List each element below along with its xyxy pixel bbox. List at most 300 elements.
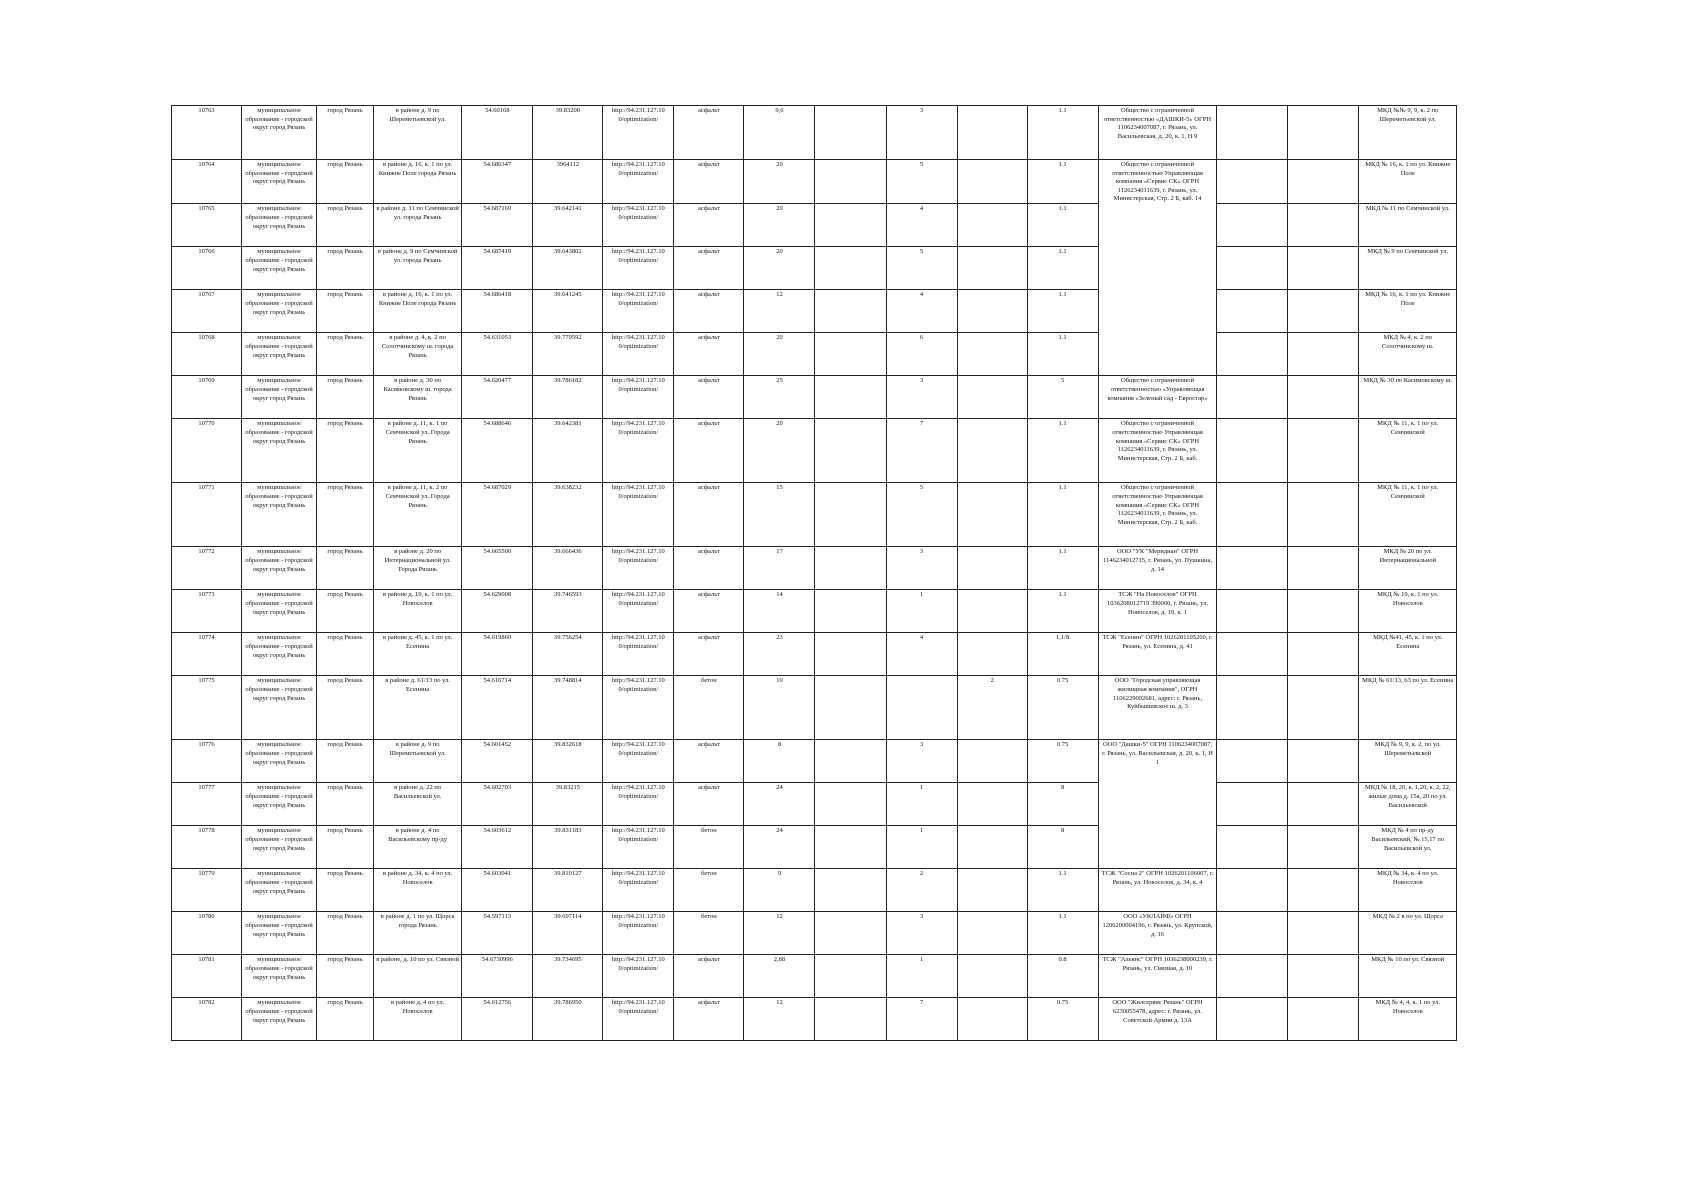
record-id-cell: 10763	[172, 106, 242, 160]
area-cell: 20	[744, 204, 815, 247]
container-count-cell: 6	[886, 333, 957, 376]
surface-cell: асфальт	[674, 290, 744, 333]
table-row	[172, 783, 1457, 826]
empty-cell	[815, 333, 886, 376]
longitude-cell: 39.832618	[533, 740, 603, 783]
waste-source-cell: МКД № 4, 4, к. 1 по ул. Новоселов	[1359, 998, 1457, 1041]
longitude-cell: 39.643802	[533, 247, 603, 290]
table-row	[172, 955, 1457, 998]
container-volume-cell: 1.1	[1027, 912, 1098, 955]
empty-cell	[815, 376, 886, 419]
latitude-cell: 54.686347	[462, 160, 533, 204]
latitude-cell: 54.688646	[462, 419, 533, 483]
table-row	[172, 483, 1457, 547]
container-count-cell: 2	[886, 869, 957, 912]
container-count-cell: 1	[886, 783, 957, 826]
empty-cell	[815, 160, 886, 204]
empty-cell	[1288, 483, 1359, 547]
municipality-cell: муниципальное образование - городской округ город Рязань	[242, 955, 317, 998]
bunker-count-cell	[957, 740, 1027, 783]
record-id-cell: 10766	[172, 247, 242, 290]
location-cell: в районе д. 34, к. 4 по ул. Новоселов	[373, 869, 461, 912]
empty-cell	[815, 826, 886, 869]
container-count-cell: 1	[886, 826, 957, 869]
container-volume-cell: 1.1	[1027, 333, 1098, 376]
container-volume-cell: 0.8	[1027, 955, 1098, 998]
owner-cell: ООО «УКЛАЙФ» ОГРН 1206200004196, г. Рязань, ул. Крупской, д. 16	[1098, 912, 1217, 955]
table-row	[172, 998, 1457, 1041]
latitude-cell: 54.620477	[462, 376, 533, 419]
map-link-cell: http://94.231.127.10 0/optimization/	[603, 376, 674, 419]
map-link-cell: http://94.231.127.10 0/optimization/	[603, 247, 674, 290]
empty-cell	[815, 633, 886, 676]
empty-cell	[815, 912, 886, 955]
table-row	[172, 826, 1457, 869]
longitude-cell: 39.746593	[533, 590, 603, 633]
location-cell: в районе д. 4 по ул. Новоселов	[373, 998, 461, 1041]
empty-cell	[1288, 955, 1359, 998]
map-link-cell: http://94.231.127.10 0/optimization/	[603, 483, 674, 547]
owner-cell: ТСЖ "Альянс" ОГРН 1036238000239, г. Рязань, ул. Связная, д. 10	[1098, 955, 1217, 998]
municipality-cell: муниципальное образование - городской округ город Рязань	[242, 483, 317, 547]
surface-cell: асфальт	[674, 106, 744, 160]
container-volume-cell: 1.1	[1027, 160, 1098, 204]
empty-cell	[1217, 912, 1288, 955]
bunker-count-cell	[957, 247, 1027, 290]
container-volume-cell: 1.1	[1027, 483, 1098, 547]
bunker-count-cell	[957, 633, 1027, 676]
latitude-cell: 54.687169	[462, 204, 533, 247]
waste-source-cell: МКД № 2 в по ул. Щорса	[1359, 912, 1457, 955]
owner-cell: Общество с ограниченной ответственностью Управляющая компания «Сервис СК» ОГРН 1126234011639, г. Рязань, ул. Министерская, Стр. 2 Б, каб.	[1098, 483, 1217, 547]
record-id-cell: 10777	[172, 783, 242, 826]
location-cell: в районе, д. 10 по ул. Связной	[373, 955, 461, 998]
bunker-count-cell	[957, 483, 1027, 547]
bunker-count-cell	[957, 912, 1027, 955]
waste-source-cell: МКД № 11, к. 1 по ул. Семчинской	[1359, 419, 1457, 483]
latitude-cell: 54.687029	[462, 483, 533, 547]
surface-cell: асфальт	[674, 740, 744, 783]
record-id-cell: 10769	[172, 376, 242, 419]
municipality-cell: муниципальное образование - городской округ город Рязань	[242, 106, 317, 160]
map-link-cell: http://94.231.127.10 0/optimization/	[603, 633, 674, 676]
empty-cell	[1288, 204, 1359, 247]
record-id-cell: 10768	[172, 333, 242, 376]
empty-cell	[1217, 633, 1288, 676]
record-id-cell: 10767	[172, 290, 242, 333]
record-id-cell: 10778	[172, 826, 242, 869]
container-count-cell: 7	[886, 998, 957, 1041]
empty-cell	[1217, 998, 1288, 1041]
longitude-cell: 39.756254	[533, 633, 603, 676]
map-link-cell: http://94.231.127.10 0/optimization/	[603, 419, 674, 483]
area-cell: 12	[744, 998, 815, 1041]
registry-sheet	[171, 105, 1457, 1041]
latitude-cell: 54.665500	[462, 547, 533, 590]
container-volume-cell: 1.1	[1027, 290, 1098, 333]
bunker-count-cell	[957, 955, 1027, 998]
area-cell: 9	[744, 869, 815, 912]
record-id-cell: 10775	[172, 676, 242, 740]
map-link-cell: http://94.231.127.10 0/optimization/	[603, 676, 674, 740]
container-volume-cell: 5	[1027, 376, 1098, 419]
owner-cell	[1098, 290, 1217, 333]
location-cell: в районе д. 9 по Шереметьевской ул.	[373, 106, 461, 160]
empty-cell	[1288, 247, 1359, 290]
waste-source-cell: МКД № 61/13, 63 по ул. Есенина	[1359, 676, 1457, 740]
settlement-cell: город Рязань	[317, 483, 374, 547]
longitude-cell: 39.786182	[533, 376, 603, 419]
empty-cell	[815, 783, 886, 826]
map-link-cell: http://94.231.127.10 0/optimization/	[603, 204, 674, 247]
empty-cell	[815, 247, 886, 290]
location-cell: в районе д. 11, к. 2 по Семчинской ул. Города Рязань	[373, 483, 461, 547]
surface-cell: бетон	[674, 676, 744, 740]
bunker-count-cell	[957, 204, 1027, 247]
location-cell: в районе д. 61/13 по ул. Есенина	[373, 676, 461, 740]
bunker-count-cell	[957, 783, 1027, 826]
empty-cell	[1217, 419, 1288, 483]
municipality-cell: муниципальное образование - городской округ город Рязань	[242, 998, 317, 1041]
owner-cell	[1098, 204, 1217, 247]
record-id-cell: 10781	[172, 955, 242, 998]
surface-cell: бетон	[674, 912, 744, 955]
empty-cell	[1217, 376, 1288, 419]
record-id-cell: 10764	[172, 160, 242, 204]
settlement-cell: город Рязань	[317, 547, 374, 590]
empty-cell	[1288, 590, 1359, 633]
map-link-cell: http://94.231.127.10 0/optimization/	[603, 912, 674, 955]
area-cell: 10	[744, 676, 815, 740]
location-cell: в районе д. 30 по Касимовскому ш. города Рязань	[373, 376, 461, 419]
waste-source-cell: МКД № 4, к. 2 по Солотчинскому ш.	[1359, 333, 1457, 376]
latitude-cell: 54.603612	[462, 826, 533, 869]
empty-cell	[815, 998, 886, 1041]
surface-cell: асфальт	[674, 419, 744, 483]
table-row	[172, 633, 1457, 676]
longitude-cell: 39.641245	[533, 290, 603, 333]
bunker-count-cell	[957, 998, 1027, 1041]
empty-cell	[815, 676, 886, 740]
container-count-cell: 4	[886, 204, 957, 247]
surface-cell: асфальт	[674, 547, 744, 590]
record-id-cell: 10765	[172, 204, 242, 247]
bunker-count-cell	[957, 106, 1027, 160]
municipality-cell: муниципальное образование - городской округ город Рязань	[242, 160, 317, 204]
container-volume-cell: 0.75	[1027, 676, 1098, 740]
settlement-cell: город Рязань	[317, 376, 374, 419]
bunker-count-cell	[957, 376, 1027, 419]
record-id-cell: 10780	[172, 912, 242, 955]
municipality-cell: муниципальное образование - городской округ город Рязань	[242, 826, 317, 869]
container-volume-cell: 8	[1027, 826, 1098, 869]
table-row	[172, 333, 1457, 376]
table-row	[172, 547, 1457, 590]
settlement-cell: город Рязань	[317, 783, 374, 826]
municipality-cell: муниципальное образование - городской округ город Рязань	[242, 333, 317, 376]
owner-cell	[1098, 783, 1217, 826]
waste-source-cell: МКД № 20 по ул. Интернациональной	[1359, 547, 1457, 590]
map-link-cell: http://94.231.127.10 0/optimization/	[603, 547, 674, 590]
settlement-cell: город Рязань	[317, 247, 374, 290]
container-count-cell: 3	[886, 547, 957, 590]
bunker-count-cell	[957, 290, 1027, 333]
municipality-cell: муниципальное образование - городской округ город Рязань	[242, 290, 317, 333]
location-cell: в районе д. 16, к. 1 по ул. Книжне Поле города Рязань	[373, 160, 461, 204]
container-volume-cell: 1,1/8	[1027, 633, 1098, 676]
latitude-cell: 54.631053	[462, 333, 533, 376]
location-cell: в районе д. 1 по ул. Щорса города Рязань	[373, 912, 461, 955]
location-cell: в районе д. 11 по Семчинской ул. города Рязань	[373, 204, 461, 247]
settlement-cell: город Рязань	[317, 160, 374, 204]
owner-cell: Общество с ограниченной ответственностью «ДАШКИ-5» ОГРН 1106234007087, г. Рязань, ул. Васильевская, д. 20, к. 1, Н 9	[1098, 106, 1217, 160]
area-cell: 17	[744, 547, 815, 590]
map-link-cell: http://94.231.127.10 0/optimization/	[603, 106, 674, 160]
empty-cell	[1288, 869, 1359, 912]
container-count-cell	[886, 676, 957, 740]
empty-cell	[1288, 783, 1359, 826]
bunker-count-cell	[957, 869, 1027, 912]
empty-cell	[1217, 955, 1288, 998]
settlement-cell: город Рязань	[317, 826, 374, 869]
surface-cell: асфальт	[674, 590, 744, 633]
owner-cell	[1098, 333, 1217, 376]
container-count-cell: 3	[886, 376, 957, 419]
surface-cell: асфальт	[674, 483, 744, 547]
latitude-cell: 54.60168	[462, 106, 533, 160]
area-cell: 8	[744, 740, 815, 783]
area-cell: 23	[744, 633, 815, 676]
empty-cell	[1217, 247, 1288, 290]
container-count-cell: 5	[886, 483, 957, 547]
empty-cell	[815, 869, 886, 912]
bunker-count-cell	[957, 160, 1027, 204]
longitude-cell: 39.638232	[533, 483, 603, 547]
longitude-cell: 3964112	[533, 160, 603, 204]
table-row	[172, 912, 1457, 955]
map-link-cell: http://94.231.127.10 0/optimization/	[603, 869, 674, 912]
table-body	[172, 106, 1457, 1041]
municipality-cell: муниципальное образование - городской округ город Рязань	[242, 590, 317, 633]
table-row	[172, 376, 1457, 419]
settlement-cell: город Рязань	[317, 998, 374, 1041]
record-id-cell: 10776	[172, 740, 242, 783]
map-link-cell: http://94.231.127.10 0/optimization/	[603, 333, 674, 376]
container-volume-cell: 1.1	[1027, 590, 1098, 633]
container-count-cell: 4	[886, 633, 957, 676]
owner-cell: ООО "Дашки-5" ОГРН 1106234007087, г. Рязань, ул. Васильевская, д. 20, к. 1, Н 1	[1098, 740, 1217, 783]
table-row	[172, 419, 1457, 483]
empty-cell	[1217, 483, 1288, 547]
longitude-cell: 39.810127	[533, 869, 603, 912]
waste-source-cell: МКД № 16, к. 1 по ул. Книжне Поле	[1359, 160, 1457, 204]
area-cell: 2,88	[744, 955, 815, 998]
empty-cell	[815, 590, 886, 633]
container-volume-cell: 1.1	[1027, 204, 1098, 247]
record-id-cell: 10770	[172, 419, 242, 483]
latitude-cell: 54.603041	[462, 869, 533, 912]
location-cell: в районе д. 45, к. 1 по ул. Есенина	[373, 633, 461, 676]
bunker-count-cell	[957, 590, 1027, 633]
owner-cell: Общество с ограниченной ответственностью Управляющая компания «Сервис СК» ОГРН 1126234011639, г. Рязань, ул. Министерская, Стр. 2 Б, каб.	[1098, 419, 1217, 483]
map-link-cell: http://94.231.127.10 0/optimization/	[603, 955, 674, 998]
location-cell: в районе д. 11, к. 1 по Семчинской ул. Города Рязань	[373, 419, 461, 483]
municipality-cell: муниципальное образование - городской округ город Рязань	[242, 547, 317, 590]
bunker-count-cell	[957, 333, 1027, 376]
location-cell: в районе д. 4 по Васильевскому пр-ду	[373, 826, 461, 869]
empty-cell	[1217, 676, 1288, 740]
surface-cell: асфальт	[674, 333, 744, 376]
municipality-cell: муниципальное образование - городской округ город Рязань	[242, 204, 317, 247]
table-row	[172, 247, 1457, 290]
longitude-cell: 39.642141	[533, 204, 603, 247]
empty-cell	[815, 483, 886, 547]
longitude-cell: 39.83215	[533, 783, 603, 826]
municipality-cell: муниципальное образование - городской округ город Рязань	[242, 869, 317, 912]
area-cell: 14	[744, 590, 815, 633]
area-cell: 9,6	[744, 106, 815, 160]
latitude-cell: 54.6730996	[462, 955, 533, 998]
longitude-cell: 39.748814	[533, 676, 603, 740]
owner-cell: ТСЖ "На Новоселов" ОГРН 1036208012719 390000, г. Рязань, ул. Новоселов, д. 19, к. 1	[1098, 590, 1217, 633]
longitude-cell: 39.779592	[533, 333, 603, 376]
location-cell: в районе д. 9 по Шереметьевской ул.	[373, 740, 461, 783]
area-cell: 24	[744, 826, 815, 869]
surface-cell: асфальт	[674, 204, 744, 247]
longitude-cell: 39.786950	[533, 998, 603, 1041]
owner-cell	[1098, 826, 1217, 869]
location-cell: в районе д. 4, к. 2 по Солотчинскому ш. города Рязань	[373, 333, 461, 376]
latitude-cell: 54.602703	[462, 783, 533, 826]
container-count-cell: 7	[886, 419, 957, 483]
owner-cell	[1098, 247, 1217, 290]
municipality-cell: муниципальное образование - городской округ город Рязань	[242, 676, 317, 740]
bunker-count-cell	[957, 826, 1027, 869]
container-count-cell: 4	[886, 290, 957, 333]
map-link-cell: http://94.231.127.10 0/optimization/	[603, 998, 674, 1041]
table-row	[172, 869, 1457, 912]
municipality-cell: муниципальное образование - городской округ город Рязань	[242, 912, 317, 955]
owner-cell: ООО "УК "Меридиан" ОГРН 1146234012715, г. Рязань, ул. Пушкина, д. 14	[1098, 547, 1217, 590]
surface-cell: бетон	[674, 869, 744, 912]
empty-cell	[1217, 869, 1288, 912]
latitude-cell: 54.612756	[462, 998, 533, 1041]
empty-cell	[1217, 204, 1288, 247]
location-cell: в районе д. 19, к. 1 по ул. Новоселов	[373, 590, 461, 633]
map-link-cell: http://94.231.127.10 0/optimization/	[603, 290, 674, 333]
location-cell: в районе д. 9 по Семчинской ул. города Рязань	[373, 247, 461, 290]
municipality-cell: муниципальное образование - городской округ город Рязань	[242, 633, 317, 676]
table-row	[172, 160, 1457, 204]
map-link-cell: http://94.231.127.10 0/optimization/	[603, 740, 674, 783]
location-cell: в районе д. 16, к. 1 по ул. Книжне Поле города Рязань	[373, 290, 461, 333]
longitude-cell: 39.83200	[533, 106, 603, 160]
settlement-cell: город Рязань	[317, 633, 374, 676]
surface-cell: асфальт	[674, 955, 744, 998]
empty-cell	[815, 419, 886, 483]
waste-source-cell: МКД № 4 по пр-ду Васильевский, № 15,17 по Васильевской ул.	[1359, 826, 1457, 869]
longitude-cell: 39.697114	[533, 912, 603, 955]
empty-cell	[815, 106, 886, 160]
record-id-cell: 10772	[172, 547, 242, 590]
settlement-cell: город Рязань	[317, 106, 374, 160]
area-cell: 20	[744, 247, 815, 290]
container-volume-cell: 1.1	[1027, 869, 1098, 912]
container-sites-table	[171, 105, 1457, 1041]
owner-cell: ТСЖ "Есенин" ОГРН 1026201105260, г. Рязань, ул. Есенина, д. 41	[1098, 633, 1217, 676]
empty-cell	[1217, 740, 1288, 783]
owner-cell: ООО "Городская управляющая жилищная компания", ОГРН 1106229002681, адрес: г. Рязань, Куйбышевское ш. д. 3	[1098, 676, 1217, 740]
waste-source-cell: МКД № 11, к. 1 по ул. Семчинской	[1359, 483, 1457, 547]
municipality-cell: муниципальное образование - городской округ город Рязань	[242, 740, 317, 783]
map-link-cell: http://94.231.127.10 0/optimization/	[603, 160, 674, 204]
bunker-count-cell: 2	[957, 676, 1027, 740]
container-volume-cell: 0.75	[1027, 998, 1098, 1041]
owner-cell: Общество с ограниченной ответственностью «Управляющая компания «Зеленый сад - Евростар»	[1098, 376, 1217, 419]
table-row	[172, 590, 1457, 633]
municipality-cell: муниципальное образование - городской округ город Рязань	[242, 419, 317, 483]
latitude-cell: 54.601452	[462, 740, 533, 783]
container-count-cell: 3	[886, 106, 957, 160]
longitude-cell: 39.642381	[533, 419, 603, 483]
settlement-cell: город Рязань	[317, 869, 374, 912]
waste-source-cell: МКД № 11 по Семчинской ул.	[1359, 204, 1457, 247]
container-count-cell: 5	[886, 247, 957, 290]
empty-cell	[815, 204, 886, 247]
waste-source-cell: МКД № 34, к. 4 по ул. Новоселов	[1359, 869, 1457, 912]
waste-source-cell: МКД № 10 по ул. Связной	[1359, 955, 1457, 998]
latitude-cell: 54.687419	[462, 247, 533, 290]
area-cell: 15	[744, 483, 815, 547]
empty-cell	[1217, 826, 1288, 869]
empty-cell	[1288, 419, 1359, 483]
container-count-cell: 3	[886, 740, 957, 783]
container-volume-cell: 0.75	[1027, 740, 1098, 783]
container-count-cell: 3	[886, 912, 957, 955]
map-link-cell: http://94.231.127.10 0/optimization/	[603, 590, 674, 633]
container-volume-cell: 8	[1027, 783, 1098, 826]
waste-source-cell: МКД № 30 по Касимовскому ш.	[1359, 376, 1457, 419]
container-count-cell: 1	[886, 955, 957, 998]
container-count-cell: 5	[886, 160, 957, 204]
owner-cell: ТСЖ "Сосна 2" ОГРН 1026201106007, г. Рязань, ул. Новоселов, д. 34, к. 4	[1098, 869, 1217, 912]
empty-cell	[815, 955, 886, 998]
settlement-cell: город Рязань	[317, 419, 374, 483]
map-link-cell: http://94.231.127.10 0/optimization/	[603, 826, 674, 869]
empty-cell	[1288, 290, 1359, 333]
surface-cell: бетон	[674, 826, 744, 869]
table-row	[172, 106, 1457, 160]
container-volume-cell: 1.1	[1027, 419, 1098, 483]
waste-source-cell: МКД № 18, 20, к. 1,20, к. 2, 22, жилые дома д. 15а, 20 по ул. Васильевской	[1359, 783, 1457, 826]
latitude-cell: 54.619860	[462, 633, 533, 676]
record-id-cell: 10782	[172, 998, 242, 1041]
empty-cell	[815, 740, 886, 783]
owner-cell: ООО "Жилсервис Рязань" ОГРН 6230055478, адрес: г. Рязань, ул. Советской Армии д. 13А	[1098, 998, 1217, 1041]
municipality-cell: муниципальное образование - городской округ город Рязань	[242, 783, 317, 826]
area-cell: 20	[744, 333, 815, 376]
waste-source-cell: МКД №№ 9, 9, к. 2 по Шереметьевской ул.	[1359, 106, 1457, 160]
empty-cell	[1288, 160, 1359, 204]
waste-source-cell: МКД № 9, 9, к. 2, по ул. Шереметьевской	[1359, 740, 1457, 783]
table-row	[172, 676, 1457, 740]
empty-cell	[1288, 376, 1359, 419]
waste-source-cell: МКД №41, 45, к. 1 по ул. Есенина	[1359, 633, 1457, 676]
settlement-cell: город Рязань	[317, 290, 374, 333]
empty-cell	[815, 547, 886, 590]
area-cell: 20	[744, 419, 815, 483]
empty-cell	[815, 290, 886, 333]
